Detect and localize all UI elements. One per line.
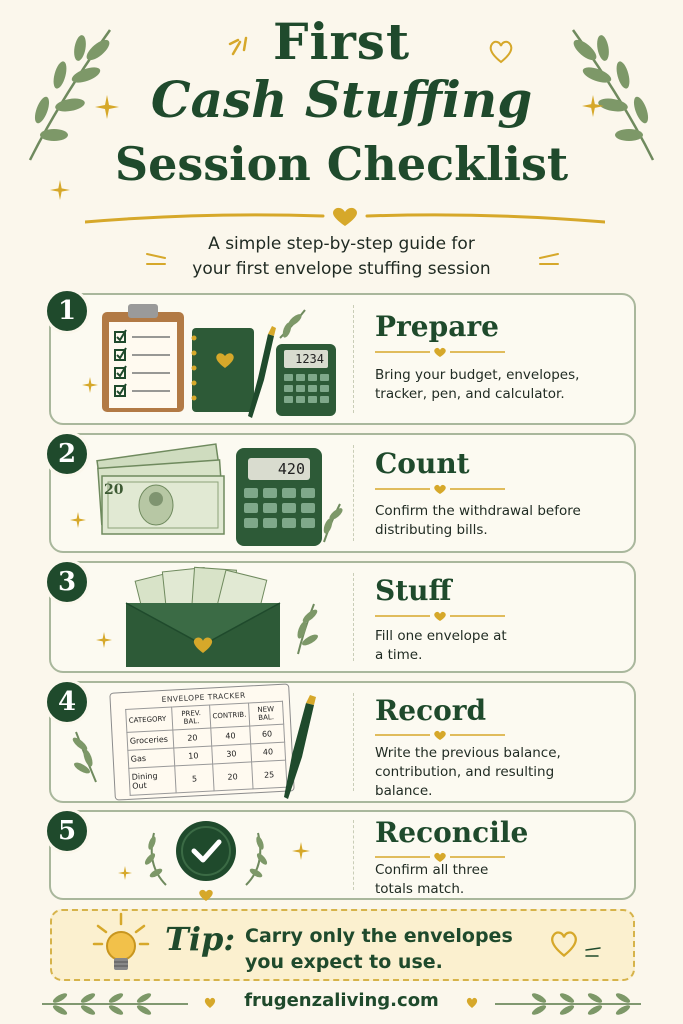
subtitle-line-2: your first envelope stuffing session [192, 259, 491, 279]
step-description: Bring your budget, envelopes, tracker, pen, and calculator. [375, 367, 580, 402]
tracker-cell: 40 [250, 742, 285, 762]
bill-denomination: 20 [104, 482, 124, 498]
step-description: Confirm all three totals match. [375, 862, 489, 897]
leaf-branch-footer-right-icon [493, 990, 643, 1016]
step-description: Confirm the withdrawal before distributing bills. [375, 503, 581, 538]
leaf-sprig-icon [68, 728, 102, 784]
leaf-sprig-icon [290, 600, 320, 656]
gold-heart-rule [375, 346, 505, 358]
gold-heart-rule [375, 483, 505, 495]
tracker-cell: 30 [212, 744, 252, 764]
sparkle-icon [70, 512, 86, 528]
step-number-badge: 1 [44, 288, 90, 334]
tracker-col-header: CATEGORY [126, 707, 174, 732]
sparkle-icon [96, 632, 112, 648]
tracker-cell: 20 [173, 728, 211, 748]
title-line-1: First [272, 12, 411, 71]
footer-site-url: frugenzaliving.com [244, 990, 439, 1011]
envelope-tracker-sheet [109, 683, 294, 800]
title-line-3: Session Checklist [114, 137, 569, 191]
card-divider [353, 445, 354, 541]
step-number-badge: 2 [44, 431, 90, 477]
tracker-table [125, 701, 287, 796]
step-description: Write the previous balance, contribution, and resulting balance. [375, 745, 561, 799]
tracker-col-header: CONTRIB. [209, 703, 249, 728]
dash-accent-icon [536, 250, 560, 270]
lightbulb-icon [92, 912, 150, 978]
pen-icon [280, 695, 320, 800]
step-number-badge: 5 [44, 808, 90, 854]
title-underline-divider [85, 204, 605, 230]
step-title: Prepare [375, 310, 499, 343]
calculator-keys-icon [282, 372, 332, 412]
tracker-cell: 25 [251, 760, 287, 789]
tracker-cell: 40 [211, 726, 251, 746]
tracker-cell: Dining Out [129, 766, 177, 795]
dash-accent-icon [584, 946, 604, 960]
envelope-with-cash-icon [122, 565, 284, 670]
tracker-cell: 10 [174, 746, 212, 766]
step-description: Fill one envelope at a time. [375, 628, 507, 663]
sparkle-icon [292, 842, 310, 860]
subtitle [0, 232, 683, 282]
tracker-cell: 5 [175, 764, 214, 793]
calculator-display: 420 [248, 458, 310, 480]
gold-heart-rule [375, 729, 505, 741]
step-number-badge: 3 [44, 559, 90, 605]
tracker-cell: Gas [128, 748, 175, 768]
card-divider [353, 693, 354, 791]
tip-label: Tip: [165, 920, 236, 958]
sparkle-icon [82, 377, 98, 393]
dash-accent-icon [145, 250, 169, 270]
tracker-cell: Groceries [127, 730, 174, 750]
step-number-badge: 4 [44, 679, 90, 725]
step-title: Count [375, 447, 470, 480]
gold-heart-rule [375, 610, 505, 622]
card-divider [353, 305, 354, 413]
check-circle-laurel-icon [136, 815, 276, 905]
heart-icon [465, 996, 479, 1009]
tip-text: Carry only the envelopes you expect to use. [245, 925, 513, 973]
title-line-2: Cash Stuffing [150, 70, 533, 129]
tracker-cell: 20 [212, 762, 252, 791]
calculator-display: 1234 [284, 350, 328, 368]
step-title: Stuff [375, 574, 452, 607]
step-title: Record [375, 694, 487, 727]
subtitle-line-1: A simple step-by-step guide for [208, 234, 475, 254]
heart-outline-icon [548, 928, 580, 958]
tracker-col-header: NEW BAL. [248, 701, 283, 726]
sparkle-icon [118, 866, 132, 880]
card-divider [353, 820, 354, 890]
tracker-heading: ENVELOPE TRACKER [161, 690, 246, 705]
leaf-sprig-icon [318, 500, 344, 544]
step-title: Reconcile [375, 816, 529, 849]
tracker-cell: 60 [249, 724, 284, 744]
tracker-col-header: PREV. BAL. [172, 705, 210, 730]
card-divider [353, 573, 354, 661]
